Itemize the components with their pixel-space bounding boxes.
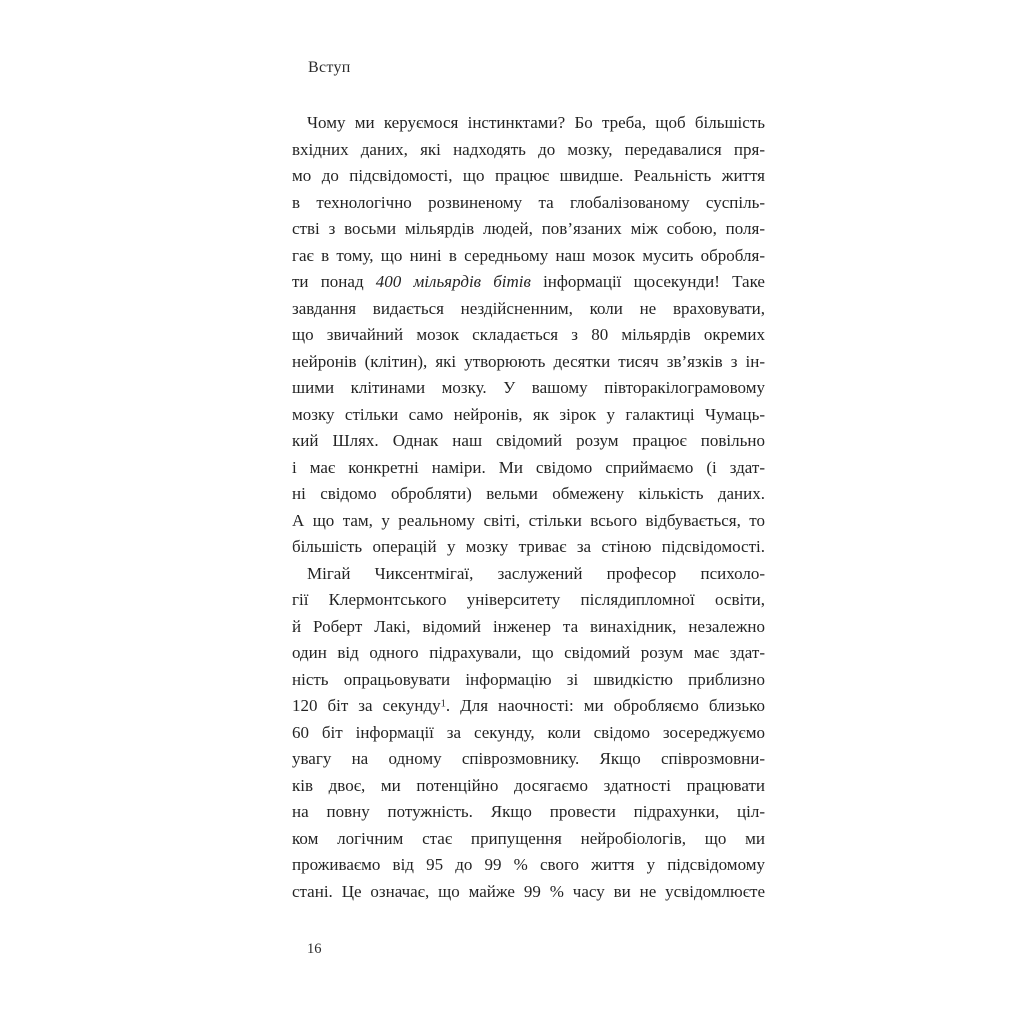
running-header: Вступ (308, 59, 351, 76)
text-line: стві з восьми мільярдів людей, пов’язаних між собою, поля- (292, 219, 765, 238)
text-line: й Роберт Лакі, відомий інженер та винахідник, незалежно (292, 616, 765, 636)
text-line: на повну потужність. Якщо провести підрахунки, ціл- (292, 802, 765, 821)
text-line (292, 269, 765, 296)
text-line: шими клітинами мозку. У вашому півторакілограмовому (292, 378, 765, 397)
text-line: увагу на одному співрозмовнику. Якщо співрозмовни- (292, 749, 765, 768)
text-line: А що там, у реальному світі, стільки всього відбувається, то (292, 510, 765, 530)
text-line: 60 біт інформації за секунду, коли свідомо зосереджуємо (292, 722, 765, 742)
text-line: мозку стільки само нейронів, як зірок у галактиці Чумаць- (292, 404, 765, 424)
text-line: вхідних даних, які надходять до мозку, передавалися пря- (292, 139, 765, 159)
text-line: проживаємо від 95 до 99 % свого життя у підсвідомому (292, 855, 765, 874)
text-line: ні свідомо обробляти) вельми обмежену кількість даних. (292, 484, 765, 503)
text-line: мо до підсвідомості, що працює швидше. Реальність життя (292, 166, 765, 185)
text-line: що звичайний мозок складається з 80 мільярдів окремих (292, 325, 765, 344)
text-line: завдання видається нездійсненним, коли не враховувати, (292, 298, 765, 318)
text-line: нейронів (клітин), які утворюють десятки тисяч зв’язків з ін- (292, 351, 765, 371)
text-line: стані. Це означає, що майже 99 % часу ви не усвідомлюєте (292, 881, 765, 901)
text-line: більшість операцій у мозку триває за стіною підсвідомості. (292, 537, 765, 556)
text-run: інформації щосекунди! Таке (530, 272, 765, 291)
text-line (292, 693, 765, 720)
text-run: . Для наочності: ми обробляємо близько (445, 696, 765, 715)
text-line: гає в тому, що нині в середньому наш мозок мусить обробля- (292, 245, 765, 265)
body-text-block (292, 110, 765, 905)
text-run: 120 біт за секунду (292, 696, 441, 715)
italic-phrase: 400 мільярдів бітів (375, 272, 531, 291)
text-line: Чому ми керуємося інстинктами? Бо треба, щоб більшість (307, 113, 765, 132)
text-line: гії Клермонтського університету післядипломної освіти, (292, 590, 765, 609)
text-line: в технологічно розвиненому та глобалізованому суспіль- (292, 192, 765, 212)
footnote-ref: 1 (440, 698, 446, 710)
text-line: ність опрацьовувати інформацію зі швидкістю приблизно (292, 669, 765, 689)
text-line: і має конкретні наміри. Ми свідомо сприймаємо (і здат- (292, 457, 765, 477)
text-line: ком логічним стає припущення нейробіологів, що ми (292, 828, 765, 848)
text-line: кий Шлях. Однак наш свідомий розум працює повільно (292, 431, 765, 450)
page-number: 16 (307, 941, 322, 957)
text-line: ків двоє, ми потенційно досягаємо здатності працювати (292, 775, 765, 795)
text-run: ти понад (292, 272, 376, 291)
text-line: Мігай Чиксентмігаї, заслужений професор психоло- (307, 563, 765, 583)
text-line: один від одного підрахували, що свідомий розум має здат- (292, 643, 765, 662)
